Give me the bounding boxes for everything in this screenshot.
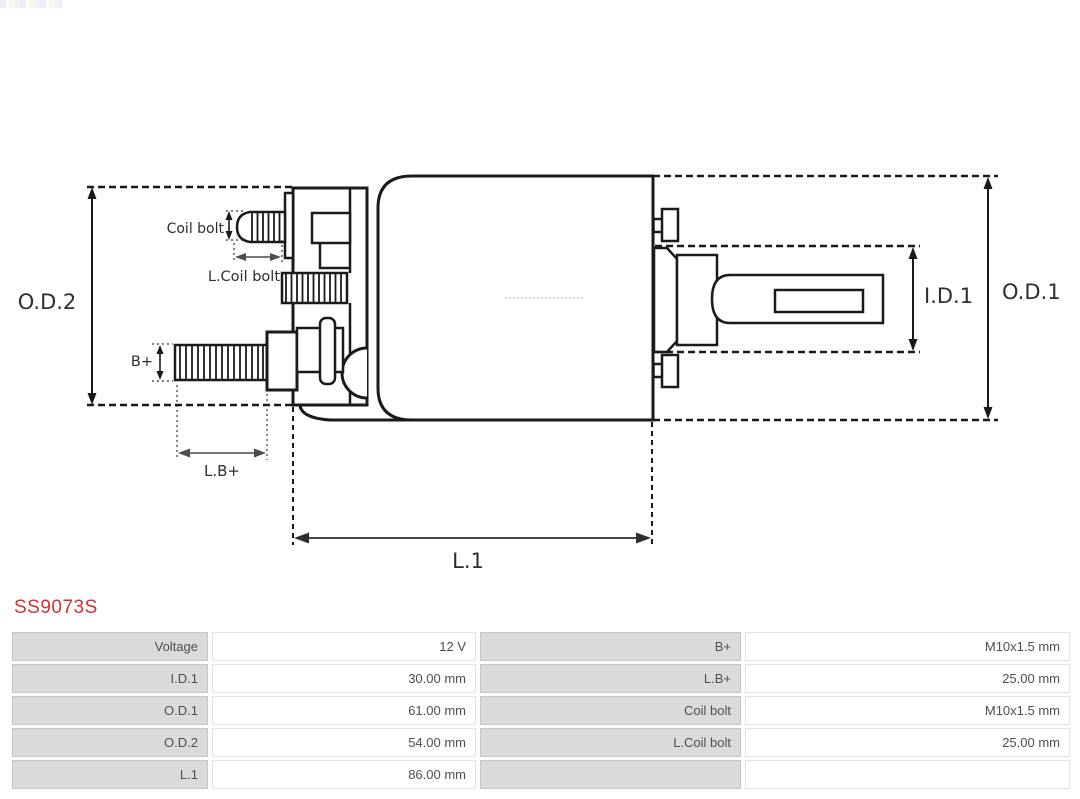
table-row <box>12 696 1070 725</box>
spec-label: Coil bolt <box>480 696 741 725</box>
label-lbplus: L.B+ <box>204 462 240 480</box>
table-row <box>12 760 1070 789</box>
spec-value: M10x1.5 mm <box>745 632 1070 661</box>
coil-bolt-stud <box>237 212 285 242</box>
spec-value: 30.00 mm <box>212 664 476 693</box>
table-row <box>12 632 1070 661</box>
spec-label: O.D.2 <box>12 728 208 757</box>
part-number: SS9073S <box>14 597 98 618</box>
spec-label: Voltage <box>12 632 208 661</box>
spec-value: 25.00 mm <box>745 728 1070 757</box>
coil-thread-band <box>282 273 347 303</box>
label-od1: O.D.1 <box>1002 280 1061 304</box>
spec-value: M10x1.5 mm <box>745 696 1070 725</box>
spec-label: I.D.1 <box>12 664 208 693</box>
spec-label: L.1 <box>12 760 208 789</box>
spec-table <box>8 629 1074 792</box>
spec-value: 54.00 mm <box>212 728 476 757</box>
table-row <box>12 728 1070 757</box>
dimension-l1 <box>293 407 652 573</box>
spec-label: O.D.1 <box>12 696 208 725</box>
label-od2: O.D.2 <box>17 290 77 314</box>
label-l-coil-bolt: L.Coil bolt <box>207 269 280 285</box>
label-coil-bolt: Coil bolt <box>166 221 224 237</box>
spec-value <box>745 760 1070 789</box>
dimension-l-coil-bolt <box>208 240 282 285</box>
label-id1: I.D.1 <box>924 284 974 308</box>
spec-value: 25.00 mm <box>745 664 1070 693</box>
label-l1: L.1 <box>452 549 484 573</box>
dimension-bplus <box>131 344 173 381</box>
spec-value: 12 V <box>212 632 476 661</box>
label-bplus: B+ <box>130 354 153 370</box>
spec-label <box>480 760 741 789</box>
dimension-lbplus <box>177 385 267 480</box>
spec-label: B+ <box>480 632 741 661</box>
spec-value: 86.00 mm <box>212 760 476 789</box>
spec-label: L.Coil bolt <box>480 728 741 757</box>
plunger-assembly <box>654 209 884 387</box>
spec-value: 61.00 mm <box>212 696 476 725</box>
dimension-coil-bolt <box>167 211 243 240</box>
spec-label: L.B+ <box>480 664 741 693</box>
table-row <box>12 664 1070 693</box>
